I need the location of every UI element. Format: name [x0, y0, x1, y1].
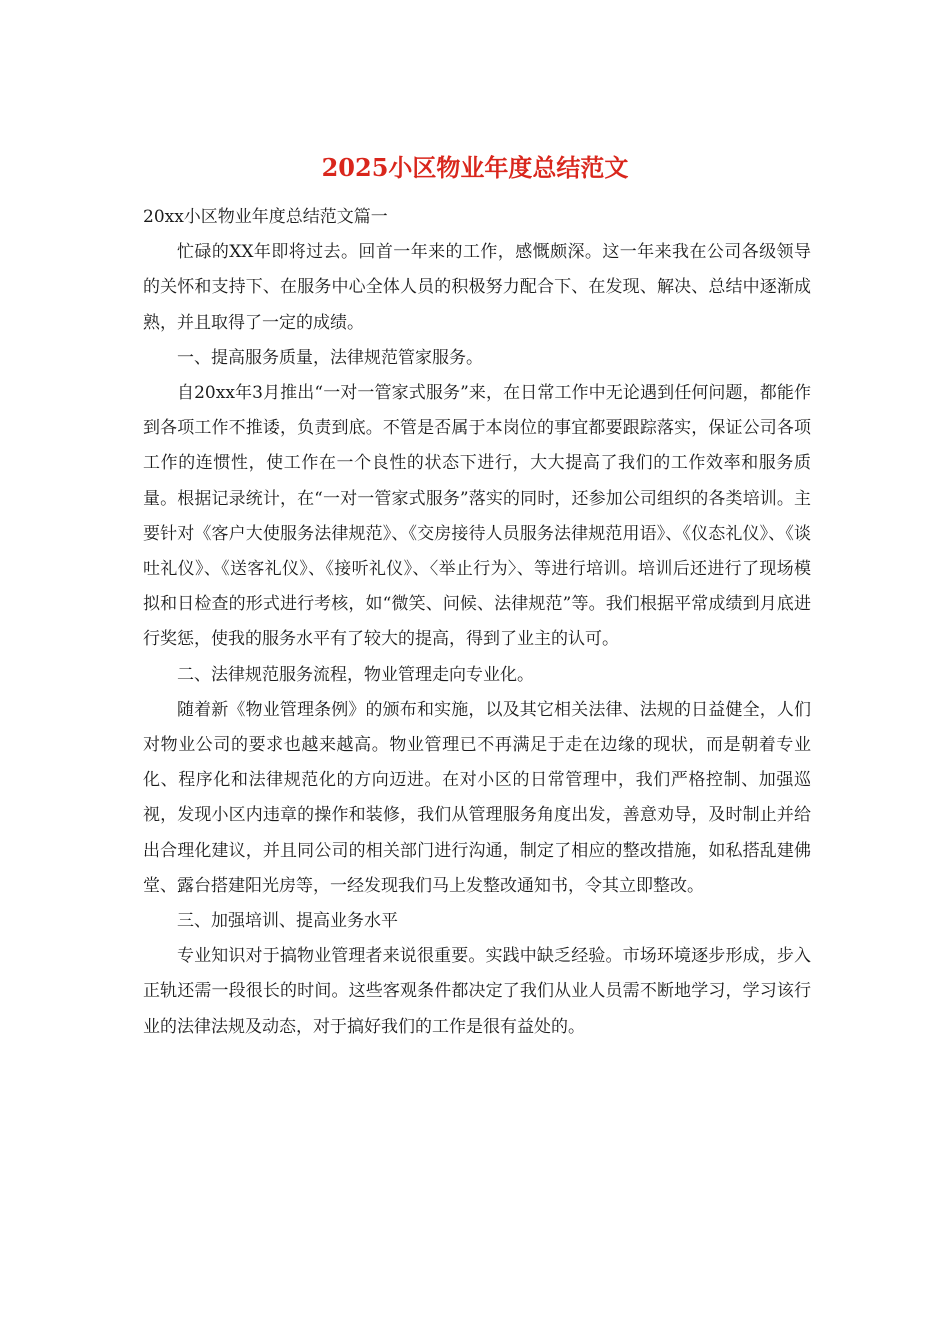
paragraph-section-1: 自20xx年3月推出“一对一管家式服务”来，在日常工作中无论遇到任何问题，都能作到各项工作不推诿，负责到底。不管是否属于本岗位的事宜都要跟踪落实，保证公司各项工作的连惯性，使工作在一个良性的状态下进行，大大提高了我们的工作效率和服务质量。根据记录统计，在“一对一管家式服务”落实的同时，还参加公司组织的各类培训。主要针对《客户大使服务法律规范》、《交房接待人员服务法律规范用语》、《仪态礼仪》、《谈吐礼仪》、《送客礼仪》、《接听礼仪》、〈举止行为〉、等进行培训。培训后还进行了现场模拟和日检查的形式进行考核，如“微笑、问候、法律规范”等。我们根据平常成绩到月底进行奖惩，使我的服务水平有了较大的提高，得到了业主的认可。 [143, 383, 811, 650]
section-heading-1: 一、提高服务质量，法律规范管家服务。 [177, 347, 483, 368]
document-subtitle: 20xx小区物业年度总结范文篇一 [143, 207, 388, 227]
section-heading-3: 三、加强培训、提高业务水平 [177, 911, 398, 932]
section-heading-2: 二、法律规范服务流程，物业管理走向专业化。 [177, 664, 534, 685]
paragraph-section-2: 随着新《物业管理条例》的颁布和实施，以及其它相关法律、法规的日益健全，人们对物业公司的要求也越来越高。物业管理已不再满足于走在边缘的现状，而是朝着专业化、程序化和法律规范化的方向迈进。在对小区的日常管理中，我们严格控制、加强巡视，发现小区内违章的操作和装修，我们从管理服务角度出发，善意劝导，及时制止并给出合理化建议，并且同公司的相关部门进行沟通，制定了相应的整改措施，如私搭乱建佛堂、露台搭建阳光房等，一经发现我们马上发整改通知书，令其立即整改。 [143, 699, 811, 896]
document-title: 2025小区物业年度总结范文 [321, 153, 629, 182]
document-body [143, 200, 811, 1045]
paragraph-section-3: 专业知识对于搞物业管理者来说很重要。实践中缺乏经验。市场环境逐步形成，步入正轨还需一段很长的时间。这些客观条件都决定了我们从业人员需不断地学习，学习该行业的法律法规及动态，对于搞好我们的工作是很有益处的。 [143, 946, 811, 1037]
paragraph-intro: 忙碌的XX年即将过去。回首一年来的工作，感慨颇深。这一年来我在公司各级领导的关怀和支持下、在服务中心全体人员的积极努力配合下、在发现、解决、总结中逐渐成熟，并且取得了一定的成绩。 [143, 242, 811, 333]
